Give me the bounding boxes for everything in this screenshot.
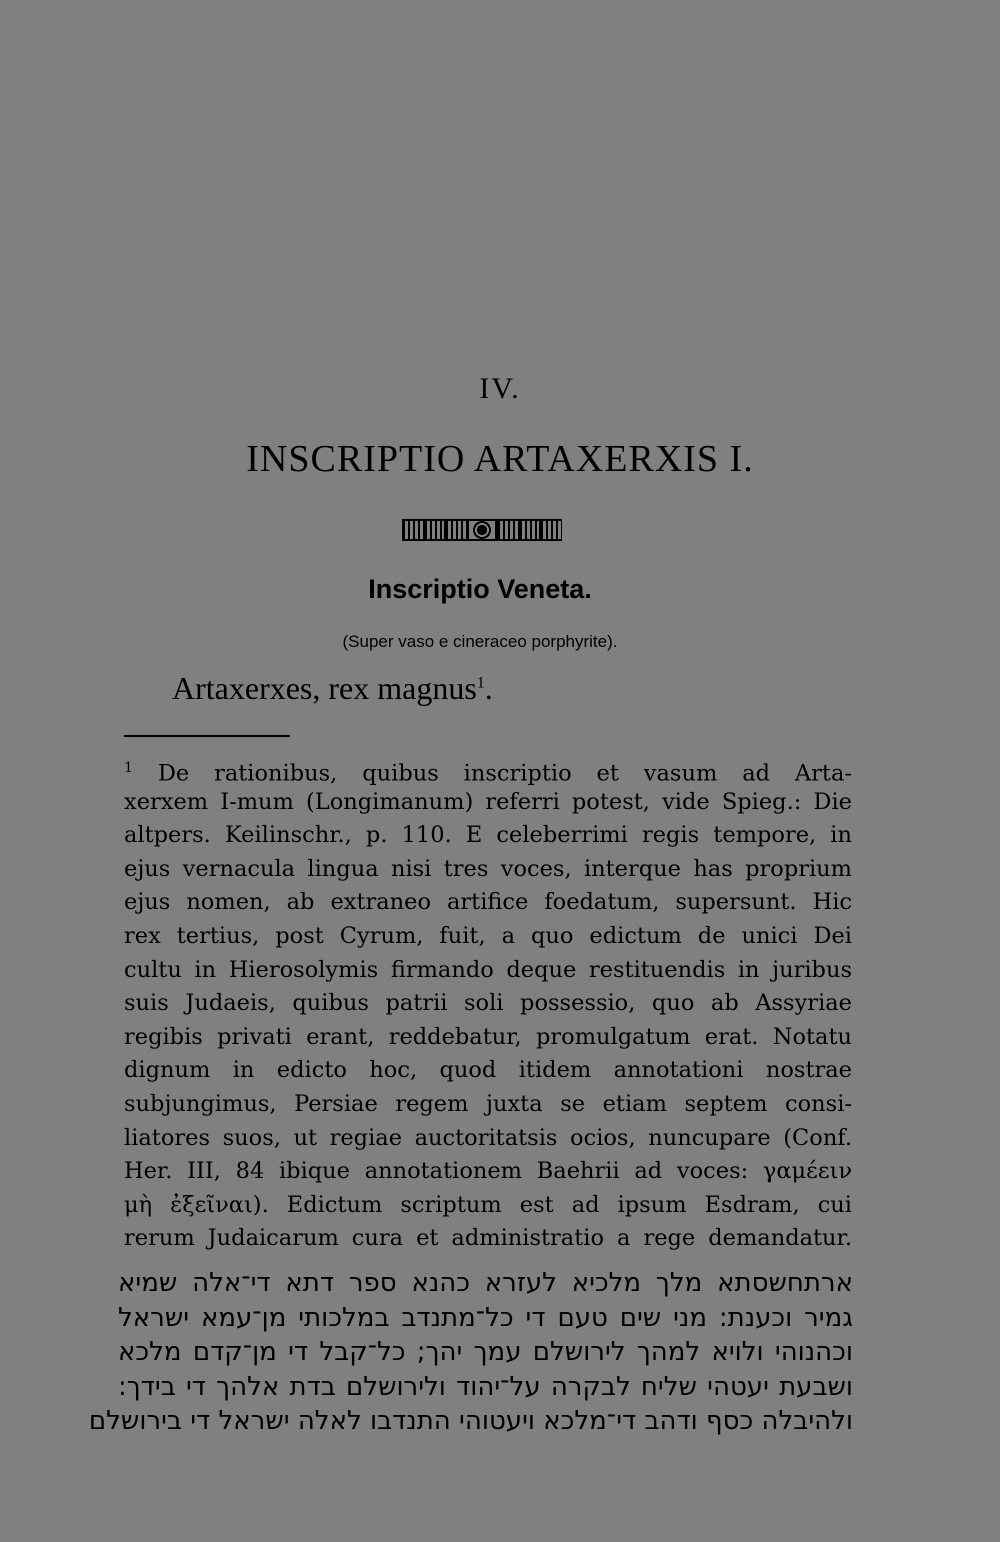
inscription-period: . [484, 670, 493, 706]
hebrew-line: וכהנוהי ולויא למהך לירושלם עמך יהך; כל־קבל די מן־קדם מלכא [118, 1337, 853, 1367]
footnote-line: ejus vernacula lingua nisi tres voces, interque has proprium [124, 855, 852, 882]
footnote-line: dignum in edicto hoc, quod itidem annotationi nostrae [124, 1057, 852, 1084]
inscription-line [172, 670, 493, 707]
hebrew-line: ולהיבלה כסף ודהב די־מלכא ויעטוהי התנדבו לאלה ישראל די בירושלם [88, 1406, 853, 1436]
ornament-segment [445, 519, 467, 541]
footnote-ref: 1 [476, 674, 485, 692]
ornament-segment [402, 519, 424, 541]
footnote-marker: 1 [124, 760, 133, 776]
ornament-segment [519, 519, 541, 541]
ornament-segment [540, 519, 562, 541]
footnote-line: $^1$ De rationibus, quibus inscriptio et vasum ad Arta- [124, 760, 852, 787]
ornament-segment [497, 519, 519, 541]
footnote-line: Her. III, 84 ibique annotationem Baehrii ad voces: γαμέειν [124, 1158, 852, 1185]
chapter-title: INSCRIPTIO ARTAXERXIS I. [246, 438, 754, 480]
hebrew-edict-text [88, 1266, 853, 1439]
footnote-line: regibis privati erant, reddebatur, promulgatum erat. Notatu [124, 1023, 852, 1050]
hebrew-line: ארתחשסתא מלך מלכיא לעזרא כהנא ספר דתא די־אלה שמיא [118, 1268, 853, 1298]
footnote-line: suis Judaeis, quibus patrii soli possessio, quo ab Assyriae [124, 990, 852, 1017]
section-note: (Super vaso e cineraceo porphyrite). [342, 632, 618, 651]
footnote-line: rex tertius, post Cyrum, fuit, a quo edictum de unici Dei [124, 922, 852, 949]
inscription-text: Artaxerxes, rex magnus [172, 670, 477, 706]
ornament-segment [424, 519, 446, 541]
footnote-rule [124, 735, 290, 737]
hebrew-line: ושבעת יעטהי שליח לבקרה על־יהוד ולירושלם בדת אלהך די בידך: [118, 1371, 853, 1402]
footnote-line: ejus nomen, ab extraneo artifice foedatum, supersunt. Hic [124, 889, 852, 916]
footnote-line: altpers. Keilinschr., p. 110. E celeberrimi regis tempore, in [124, 822, 852, 849]
footnote-line: subjungimus, Persiae regem juxta se etiam septem consi- [124, 1090, 852, 1117]
ornament-rosette-icon [467, 519, 497, 541]
hebrew-line: גמיר וכענת: מני שים טעם די כל־מתנדב במלכותי מן־עמא ישראל [118, 1302, 853, 1333]
section-title: Inscriptio Veneta. [368, 574, 592, 604]
footnote-line: liatores suos, ut regiae auctoritatsis ocios, nuncupare (Conf. [124, 1124, 852, 1151]
chapter-number: IV. [479, 372, 521, 405]
footnote-line: μὴ ἐξεῖναι). Edictum scriptum est ad ipsum Esdram, cui [124, 1191, 852, 1218]
footnote-line: rerum Judaicarum cura et administratio a rege demandatur. [124, 1225, 852, 1252]
ornament-divider [402, 520, 562, 540]
footnote-line: cultu in Hierosolymis firmando deque restituendis in juribus [124, 956, 852, 983]
footnote [124, 752, 852, 1256]
footnote-line: xerxem I-mum (Longimanum) referri potest, vide Spieg.: Die [124, 788, 852, 815]
